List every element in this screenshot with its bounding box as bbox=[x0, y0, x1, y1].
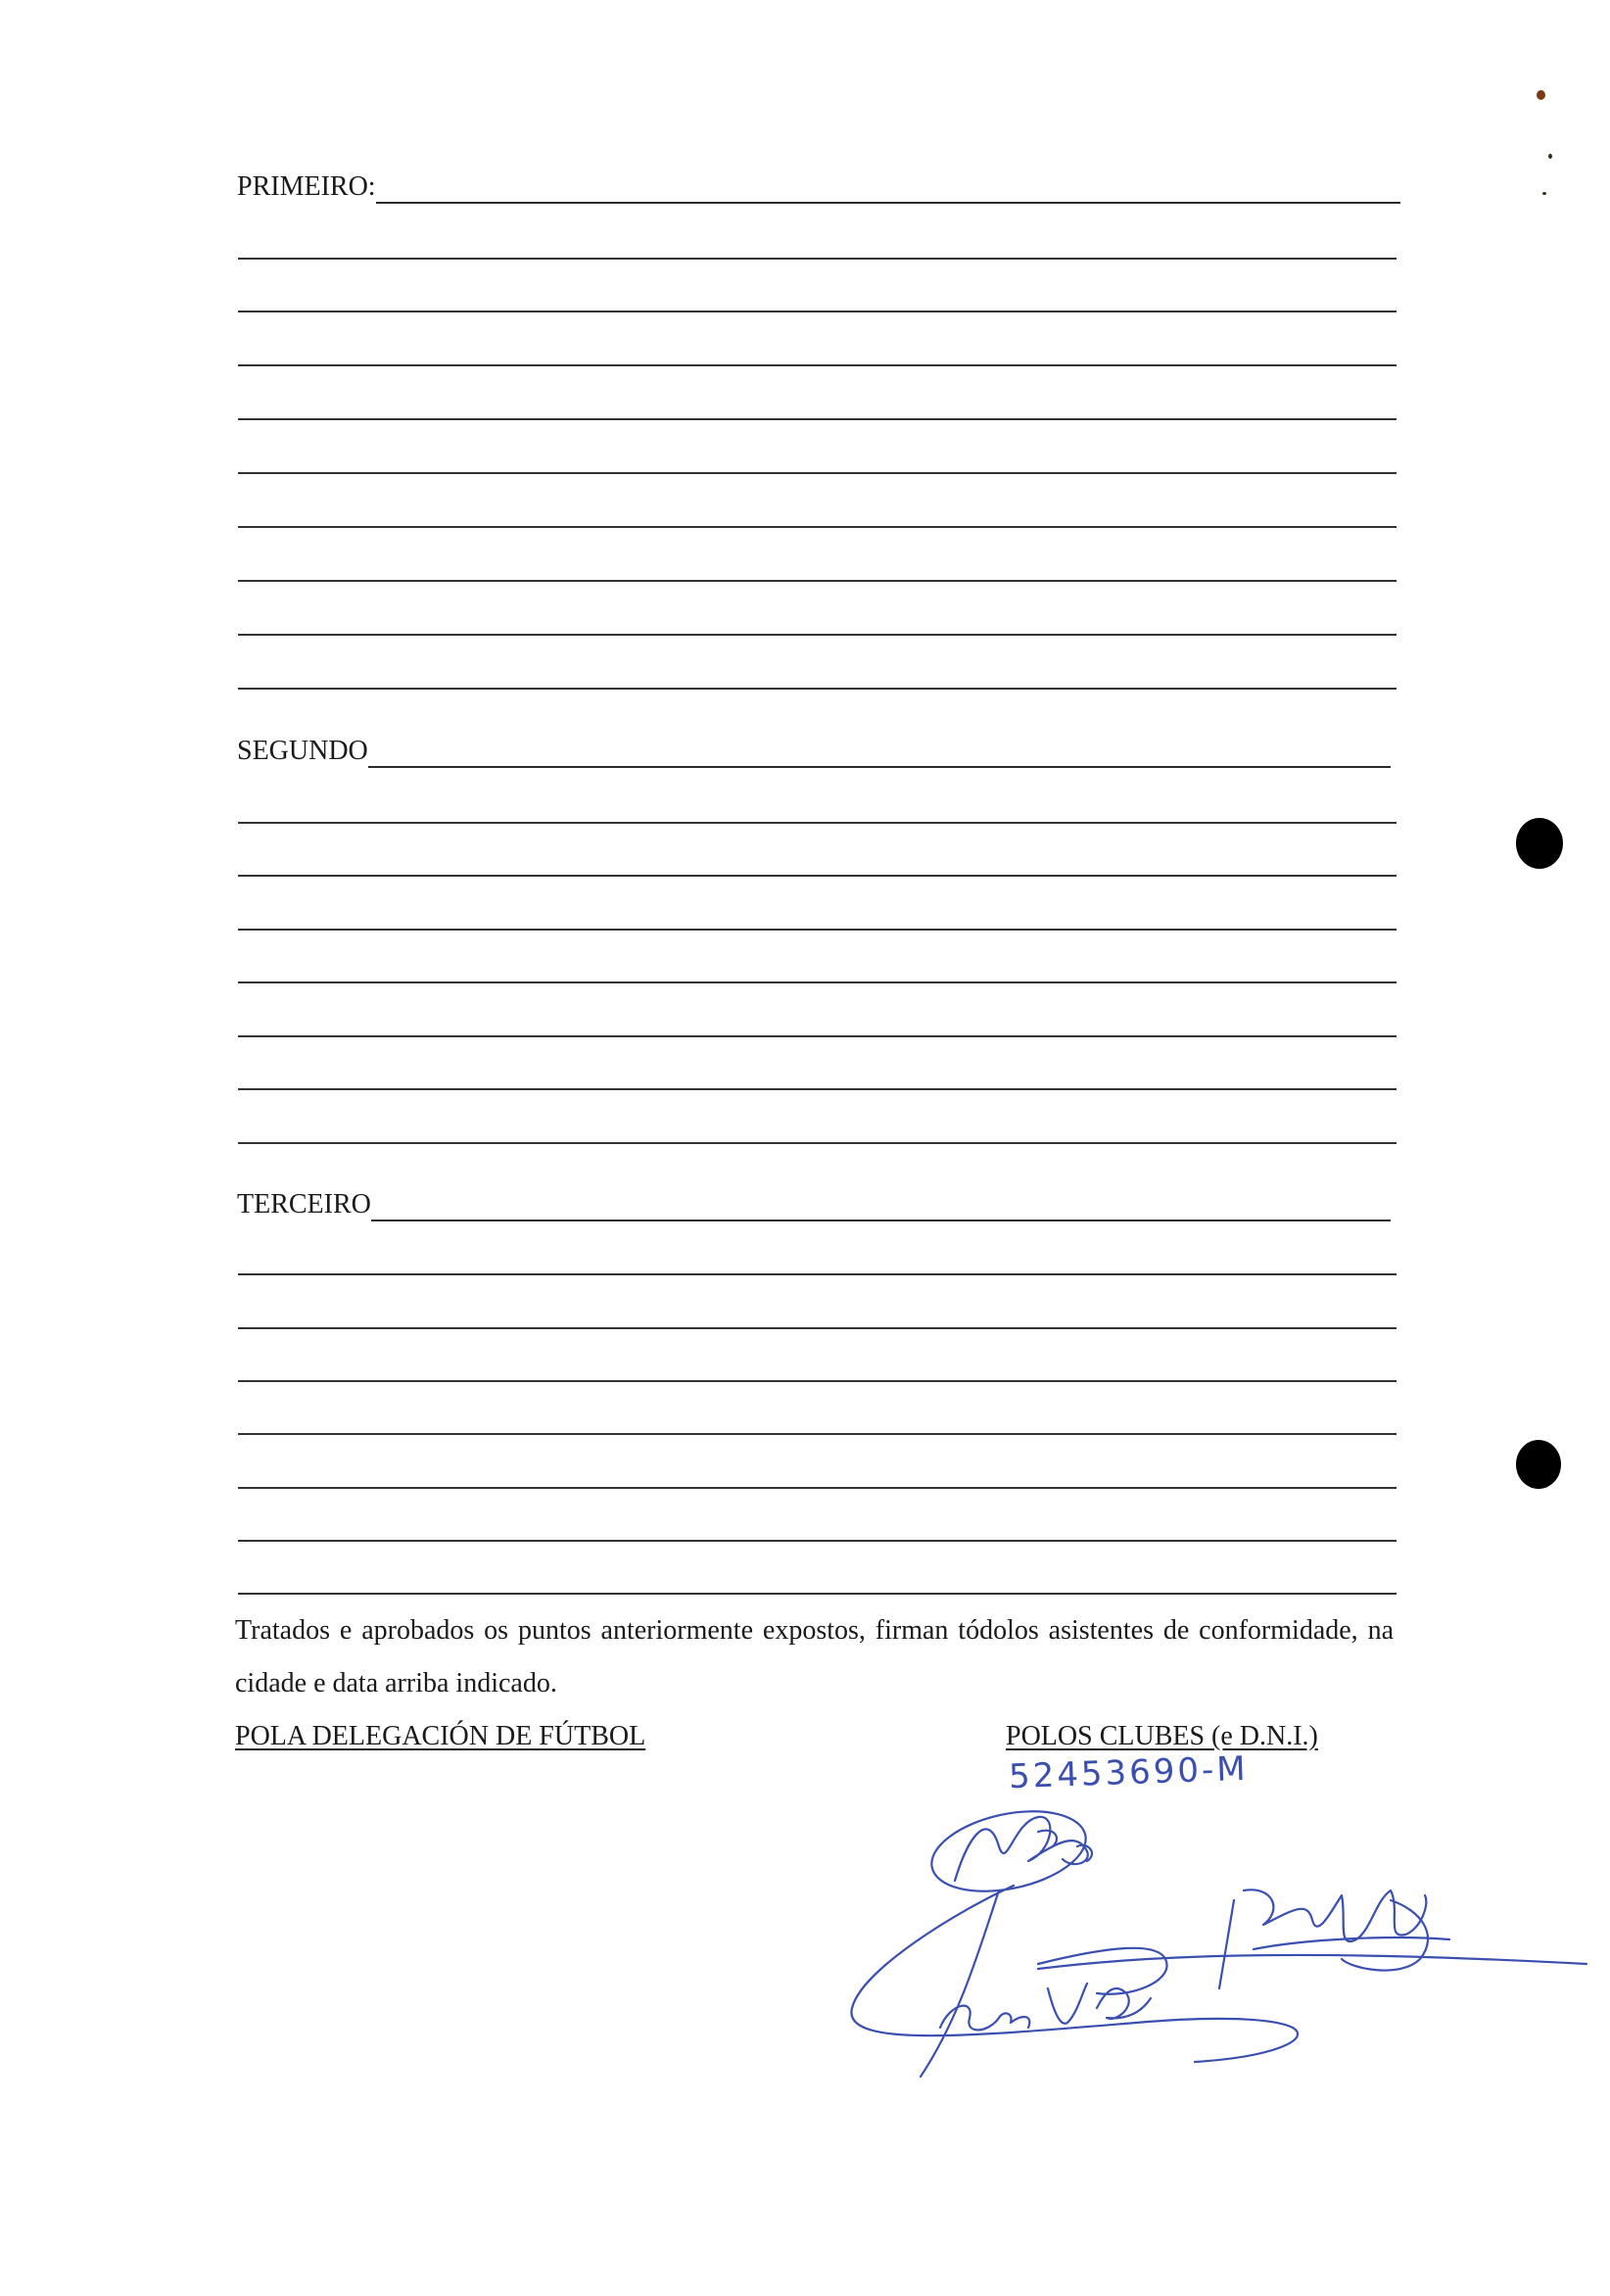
handwritten-signatures-image bbox=[842, 1793, 1606, 2086]
signature-stroke bbox=[921, 1890, 999, 2077]
signature-stroke bbox=[1342, 1900, 1428, 1971]
blank-line[interactable] bbox=[238, 472, 1397, 474]
blank-line[interactable] bbox=[238, 1088, 1397, 1090]
blank-line[interactable] bbox=[238, 1142, 1397, 1144]
blank-line[interactable] bbox=[238, 1380, 1397, 1382]
paper-speck bbox=[1548, 154, 1552, 159]
section-third-label: TERCEIRO bbox=[237, 1189, 371, 1220]
blank-line[interactable] bbox=[238, 981, 1397, 983]
blank-line[interactable] bbox=[238, 875, 1397, 877]
blank-line[interactable] bbox=[238, 634, 1397, 636]
paper-speck bbox=[1542, 192, 1546, 195]
blank-line[interactable] bbox=[238, 1035, 1397, 1037]
blank-line[interactable] bbox=[238, 258, 1397, 260]
section-second-label: SEGUNDO bbox=[237, 736, 368, 766]
section-second-line[interactable] bbox=[368, 766, 1391, 768]
section-third-heading bbox=[237, 1184, 1391, 1223]
signature-stroke bbox=[1038, 1955, 1586, 1969]
delegation-signature-label: POLA DELEGACIÓN DE FÚTBOL bbox=[235, 1721, 646, 1751]
signature-stroke bbox=[1244, 1889, 1426, 1941]
blank-line[interactable] bbox=[238, 1433, 1397, 1435]
blank-line[interactable] bbox=[238, 364, 1397, 366]
clubs-signature-label: POLOS CLUBES (e D.N.I.) bbox=[1006, 1721, 1318, 1751]
blank-line[interactable] bbox=[238, 526, 1397, 528]
section-third-line[interactable] bbox=[371, 1220, 1391, 1221]
blank-line[interactable] bbox=[238, 1487, 1397, 1489]
blank-line[interactable] bbox=[238, 1273, 1397, 1275]
signature-stroke bbox=[955, 1817, 1088, 1881]
section-first-label: PRIMEIRO: bbox=[237, 171, 376, 202]
blank-line[interactable] bbox=[238, 1593, 1397, 1595]
signature-stroke bbox=[851, 1886, 1298, 2062]
section-first-line[interactable] bbox=[376, 202, 1400, 204]
section-first-heading bbox=[237, 167, 1400, 206]
blank-line[interactable] bbox=[238, 1327, 1397, 1329]
blank-line[interactable] bbox=[238, 688, 1397, 690]
punch-hole-bottom bbox=[1516, 1440, 1561, 1489]
paper-speck bbox=[1537, 90, 1545, 100]
blank-line[interactable] bbox=[238, 1540, 1397, 1542]
signature-stroke bbox=[1219, 1900, 1234, 1988]
signature-stroke bbox=[1048, 1984, 1087, 2024]
blank-line[interactable] bbox=[238, 311, 1397, 312]
blank-line[interactable] bbox=[238, 822, 1397, 824]
signature-stroke bbox=[1254, 1937, 1449, 1949]
punch-hole-top bbox=[1516, 818, 1563, 869]
blank-line[interactable] bbox=[238, 418, 1397, 420]
signature-stroke bbox=[1038, 1948, 1167, 1994]
section-second-heading bbox=[237, 731, 1391, 770]
handwritten-dni: 52453690-M bbox=[1008, 1748, 1250, 1797]
blank-line[interactable] bbox=[238, 580, 1397, 582]
closing-statement: Tratados e aprobados os puntos anteriormente expostos, firman tódolos asistentes de conformidade, na cidade e data arriba indicado. bbox=[235, 1615, 1394, 1698]
blank-line[interactable] bbox=[238, 929, 1397, 931]
